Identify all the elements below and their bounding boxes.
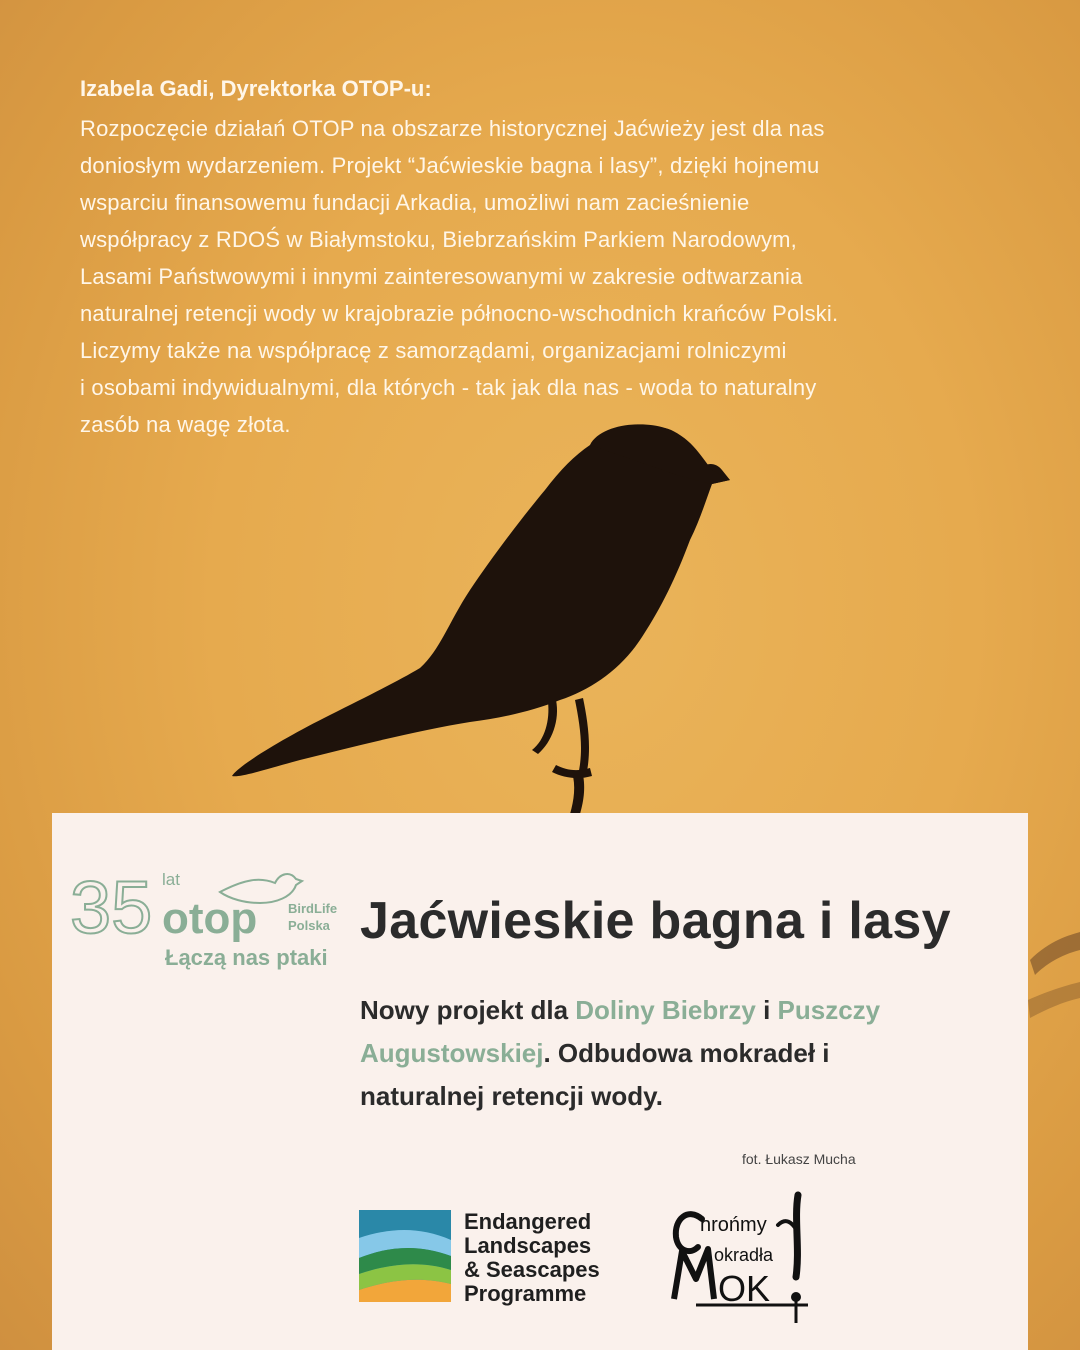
logo-word-ok: OK	[718, 1268, 771, 1309]
elsp-line: Landscapes	[464, 1233, 592, 1258]
logo-word-okradla: okradła	[714, 1245, 774, 1265]
elsp-logo	[359, 1210, 659, 1305]
subtitle-text: i	[755, 995, 778, 1025]
elsp-line: Endangered	[464, 1209, 592, 1234]
quote-line: Liczymy także na współpracę z samorządami, organizacjami rolniczymi	[80, 338, 787, 363]
elsp-line: & Seascapes	[464, 1257, 600, 1282]
quote-line: doniosłym wydarzeniem. Projekt “Jaćwieskie bagna i lasy”, dzięki hojnemu	[80, 153, 820, 178]
quote-line: Lasami Państwowymi i innymi zainteresowanymi w zakresie odtwarzania	[80, 264, 803, 289]
chronmy-mokradla-logo	[668, 1189, 818, 1329]
logo-bird-icon	[220, 874, 302, 903]
project-title: Jaćwieskie bagna i lasy	[360, 892, 951, 950]
quote-block	[80, 74, 1020, 443]
subtitle-text: Nowy projekt dla	[360, 995, 576, 1025]
elsp-text	[464, 1210, 600, 1306]
logo-number: 35	[70, 866, 153, 949]
quote-line: i osobami indywidualnymi, dla których - tak jak dla nas - woda to naturalny	[80, 375, 817, 400]
quote-line: Rozpoczęcie działań OTOP na obszarze historycznej Jaćwieży jest dla nas	[80, 116, 825, 141]
subtitle-highlight-biebrza: Doliny Biebrzy	[575, 995, 756, 1025]
quote-text	[80, 110, 1020, 443]
logo-lat: lat	[162, 870, 180, 889]
elsp-icon	[359, 1210, 451, 1302]
quote-line: zasób na wagę złota.	[80, 412, 291, 437]
project-subtitle	[360, 989, 960, 1118]
info-card	[52, 813, 1028, 1350]
photo-credit: fot. Łukasz Mucha	[742, 1151, 856, 1167]
quote-line: wsparciu finansowemu fundacji Arkadia, umożliwi nam zacieśnienie	[80, 190, 750, 215]
subtitle-highlight-augustow: Puszczy Augustowskiej	[360, 995, 881, 1068]
logo-word-hronmy: hrońmy	[700, 1214, 767, 1236]
quote-line: naturalnej retencji wody w krajobrazie północno-wschodnich krańców Polski.	[80, 301, 839, 326]
subtitle-text: . Odbudowa mokradeł i naturalnej retencji wody.	[360, 1038, 830, 1111]
logo-tagline: Łączą nas ptaki	[165, 945, 328, 970]
logo-otop: otop	[162, 894, 258, 943]
quote-line: współpracy z RDOŚ w Białymstoku, Biebrzańskim Parkiem Narodowym,	[80, 227, 797, 252]
quote-author: Izabela Gadi, Dyrektorka OTOP-u:	[80, 76, 432, 101]
logo-birdlife: BirdLife	[288, 901, 338, 916]
logo-polska: Polska	[288, 918, 330, 933]
otop-35-logo	[70, 865, 340, 975]
elsp-line: Programme	[464, 1281, 587, 1306]
